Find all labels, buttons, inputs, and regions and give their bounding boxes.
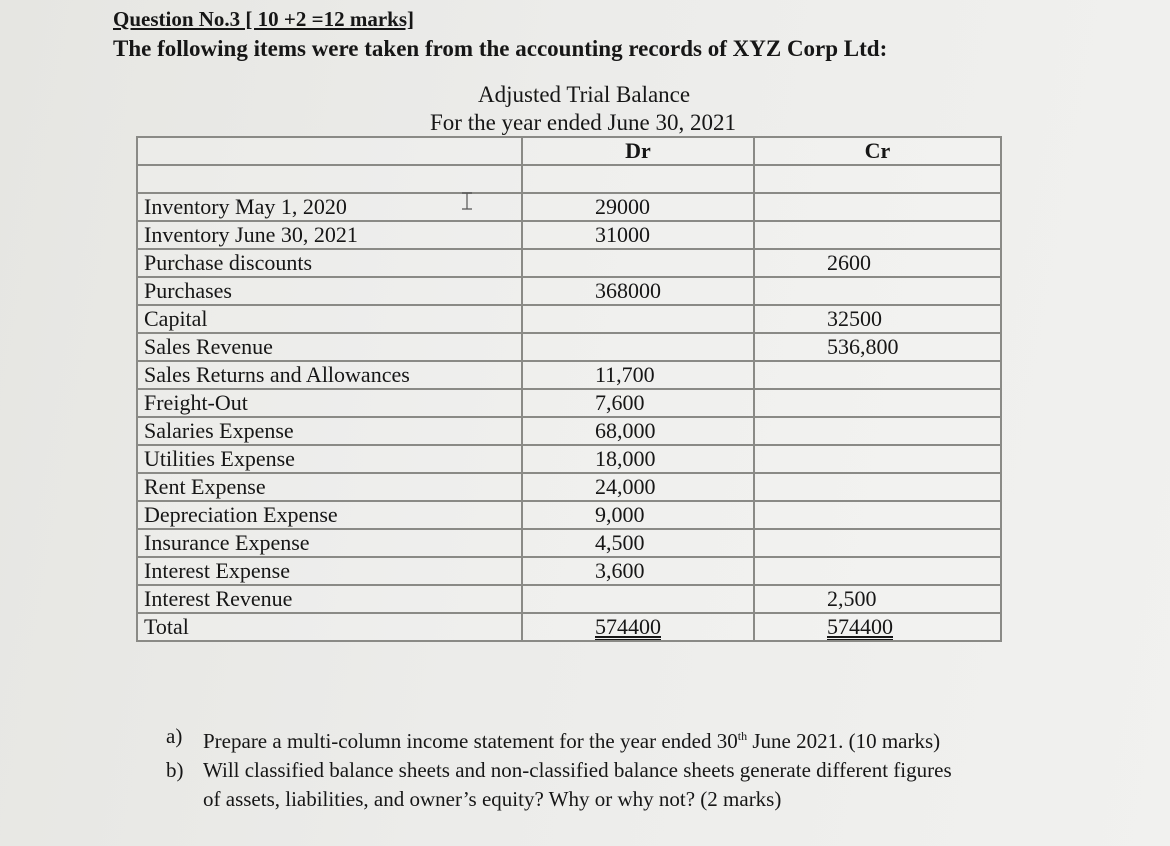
dr-cell: 24,000 (522, 473, 754, 501)
dr-cell: 18,000 (522, 445, 754, 473)
dr-cell: 31000 (522, 221, 754, 249)
account-cell: Utilities Expense (137, 445, 522, 473)
account-cell: Purchase discounts (137, 249, 522, 277)
table-row (137, 585, 1001, 613)
account-cell: Rent Expense (137, 473, 522, 501)
table-row (137, 333, 1001, 361)
dr-cell: 11,700 (522, 361, 754, 389)
table-row (137, 417, 1001, 445)
trial-balance-table (136, 136, 1002, 642)
cr-cell (754, 501, 1001, 529)
text-cursor-icon (460, 192, 474, 210)
table-row (137, 501, 1001, 529)
dr-cell: 368000 (522, 277, 754, 305)
cr-cell: 32500 (754, 305, 1001, 333)
task-a-text: Prepare a multi-column income statement for the year ended 30th June 2021. (10 marks) (203, 729, 941, 753)
account-cell: Inventory May 1, 2020 (137, 193, 522, 221)
table-row (137, 529, 1001, 557)
cr-cell (754, 557, 1001, 585)
cr-cell (754, 473, 1001, 501)
dr-cell: 68,000 (522, 417, 754, 445)
blank-cell (522, 165, 754, 193)
account-cell: Sales Returns and Allowances (137, 361, 522, 389)
total-cr-value: 574400 (827, 614, 893, 639)
table-header-row (137, 137, 1001, 165)
account-cell: Freight-Out (137, 389, 522, 417)
cr-cell (754, 221, 1001, 249)
dr-cell: 29000 (522, 193, 754, 221)
total-dr-value: 574400 (595, 614, 661, 639)
cr-cell: 536,800 (754, 333, 1001, 361)
table-row (137, 473, 1001, 501)
question-intro: The following items were taken from the accounting records of XYZ Corp Ltd: (113, 36, 888, 61)
table-row (137, 277, 1001, 305)
blank-cell (137, 165, 522, 193)
blank-row (137, 165, 1001, 193)
cr-cell (754, 361, 1001, 389)
header-dr: Dr (522, 137, 754, 165)
total-cr (754, 613, 1001, 641)
cr-cell (754, 389, 1001, 417)
task-b (166, 756, 952, 785)
dr-cell (522, 249, 754, 277)
blank-cell (754, 165, 1001, 193)
cr-cell: 2600 (754, 249, 1001, 277)
cr-cell (754, 417, 1001, 445)
account-cell: Inventory June 30, 2021 (137, 221, 522, 249)
table-row (137, 389, 1001, 417)
task-a-label: a) (166, 724, 183, 748)
table-row (137, 361, 1001, 389)
dr-cell (522, 585, 754, 613)
task-b-label: b) (166, 758, 184, 782)
trial-balance-title: Adjusted Trial Balance (478, 82, 691, 107)
task-b-line1: Will classified balance sheets and non-classified balance sheets generate different figures (203, 758, 952, 782)
account-cell: Capital (137, 305, 522, 333)
account-cell: Depreciation Expense (137, 501, 522, 529)
account-cell: Interest Revenue (137, 585, 522, 613)
total-label: Total (137, 613, 522, 641)
dr-cell: 3,600 (522, 557, 754, 585)
header-account (137, 137, 522, 165)
question-title: Question No.3 [ 10 +2 =12 marks] (113, 7, 415, 31)
task-b-line2: of assets, liabilities, and owner’s equity? Why or why not? (2 marks) (203, 787, 782, 811)
task-a (166, 722, 952, 756)
cr-cell: 2,500 (754, 585, 1001, 613)
table-row (137, 305, 1001, 333)
task-list (166, 722, 952, 814)
table-row (137, 193, 1001, 221)
trial-balance-subtitle: For the year ended June 30, 2021 (430, 110, 736, 135)
table-row (137, 445, 1001, 473)
cr-cell (754, 529, 1001, 557)
cr-cell (754, 445, 1001, 473)
dr-cell: 4,500 (522, 529, 754, 557)
table-row (137, 221, 1001, 249)
cr-cell (754, 193, 1001, 221)
table-row (137, 557, 1001, 585)
account-cell: Salaries Expense (137, 417, 522, 445)
dr-cell: 7,600 (522, 389, 754, 417)
dr-cell (522, 305, 754, 333)
total-row (137, 613, 1001, 641)
account-cell: Insurance Expense (137, 529, 522, 557)
account-cell: Interest Expense (137, 557, 522, 585)
dr-cell (522, 333, 754, 361)
total-dr (522, 613, 754, 641)
table-row (137, 249, 1001, 277)
account-cell: Purchases (137, 277, 522, 305)
account-cell: Sales Revenue (137, 333, 522, 361)
dr-cell: 9,000 (522, 501, 754, 529)
cr-cell (754, 277, 1001, 305)
header-cr: Cr (754, 137, 1001, 165)
